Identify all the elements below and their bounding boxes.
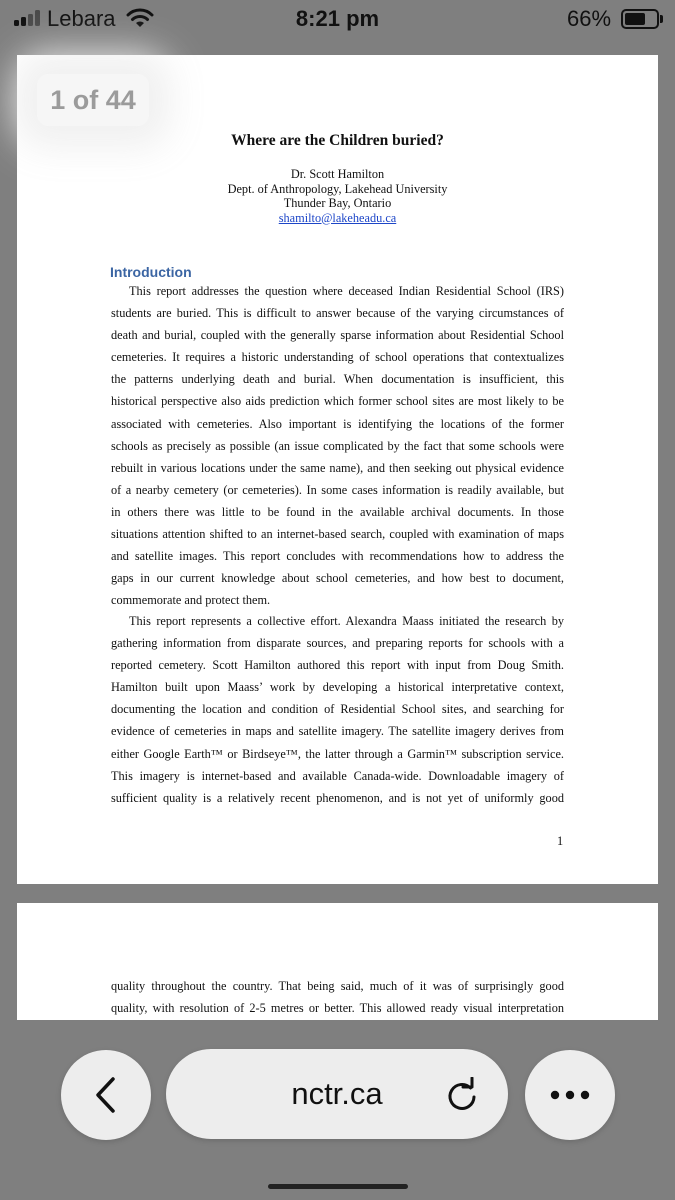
text-line: Hamilton built upon Maass’ work by developing a historical interpretative context, (111, 680, 564, 695)
page-2-paragraph (111, 975, 564, 1019)
author-location: Thunder Bay, Ontario (283, 196, 392, 210)
text-line: students are buried. This is difficult to answer because of the varying circumstances of (111, 306, 564, 321)
text-line: evidence of cemeteries in maps and satellite imagery. The satellite imagery derives from (111, 724, 564, 739)
battery-percentage: 66% (567, 6, 612, 31)
status-bar (0, 0, 675, 40)
battery-level-fill (625, 13, 645, 25)
page-number: 1 (557, 834, 564, 848)
more-options-button[interactable] (525, 1050, 615, 1140)
author-email-link[interactable]: shamilto@lakeheadu.ca (278, 210, 397, 225)
section-heading-introduction: Introduction (110, 264, 192, 280)
address-bar[interactable] (166, 1049, 508, 1139)
text-line: sufficient quality is a relatively recent phenomenon, and is not yet of uniformly good (111, 790, 564, 805)
text-line: gathering information from disparate sources, and preparing reports for schools with a (111, 636, 564, 651)
author-department: Dept. of Anthropology, Lakehead University (227, 181, 448, 196)
document-title: Where are the Children buried? (231, 132, 444, 149)
author-block (17, 167, 658, 225)
text-line: documenting the location and condition of Residential School sites, and searching for (111, 702, 564, 717)
text-line: either Google Earth™ or Birdseye™, the latter through a Garmin™ subscription service. (111, 746, 564, 761)
text-line: schools as precisely as possible (an issue complicated by the fact that some schools were (111, 438, 564, 453)
text-line: quality throughout the country. That being said, much of it was of surprisingly good (111, 979, 564, 993)
text-line: situations attention shifted to an internet-based search, coupled with examination of maps (111, 527, 564, 542)
text-line: the patterns underlying death and burial. When documentation is insufficient, this (111, 372, 564, 387)
text-line: associated with cemeteries. Also important is identifying the locations of the former (111, 416, 564, 431)
url-text[interactable]: nctr.ca (291, 1076, 383, 1111)
text-line: death and burial, coupled with the generally sparse information about Residential School (111, 328, 564, 343)
author-name: Dr. Scott Hamilton (290, 167, 385, 181)
reload-icon[interactable] (444, 1077, 480, 1113)
text-line: historical perspective also aids prediction which former school sites are most likely to be (111, 394, 564, 409)
home-indicator (0, 1184, 675, 1190)
back-button[interactable] (61, 1050, 151, 1140)
page-indicator: 1 of 44 (37, 74, 149, 126)
pdf-page-2[interactable] (17, 903, 658, 1020)
text-line: rebuilt in various locations under the same name), and then seeking out physical evidence (111, 460, 564, 475)
text-line: cemeteries. It requires a historic understanding of school operations that contextualizes (111, 350, 564, 365)
paragraph-2 (111, 610, 564, 809)
clock: 8:21 pm (295, 6, 380, 31)
chevron-left-icon (91, 1075, 121, 1115)
carrier-name: Lebara (47, 6, 116, 31)
text-line: This imagery is internet-based and available Canada-wide. Downloadable imagery of (111, 768, 564, 783)
ellipsis-icon (548, 1089, 592, 1101)
text-line: This report addresses the question where deceased Indian Residential School (IRS) (129, 284, 564, 298)
text-line: in others there was little to be found in the available archival documents. In those (111, 504, 564, 519)
text-line: quality, with resolution of 2-5 metres or better. This allowed ready visual interpretation (111, 1001, 564, 1016)
text-line: This report represents a collective effort. Alexandra Maass initiated the research by (129, 614, 564, 628)
text-line: and satellite images. This report concludes with recommendations how to address the (111, 549, 564, 564)
battery-icon (621, 9, 659, 29)
browser-toolbar (0, 1030, 675, 1200)
text-line: gaps in our current knowledge about school cemeteries, and how best to document, (111, 571, 564, 586)
text-line: of a nearby cemetery (or cemeteries). In some cases information is readily available, but (111, 482, 564, 497)
pdf-page-1[interactable] (17, 55, 658, 884)
paragraph-1 (111, 280, 564, 611)
text-line: commemorate and protect them. (111, 593, 271, 608)
text-line: reported cemetery. Scott Hamilton authored this report with input from Doug Smith. (111, 658, 564, 673)
